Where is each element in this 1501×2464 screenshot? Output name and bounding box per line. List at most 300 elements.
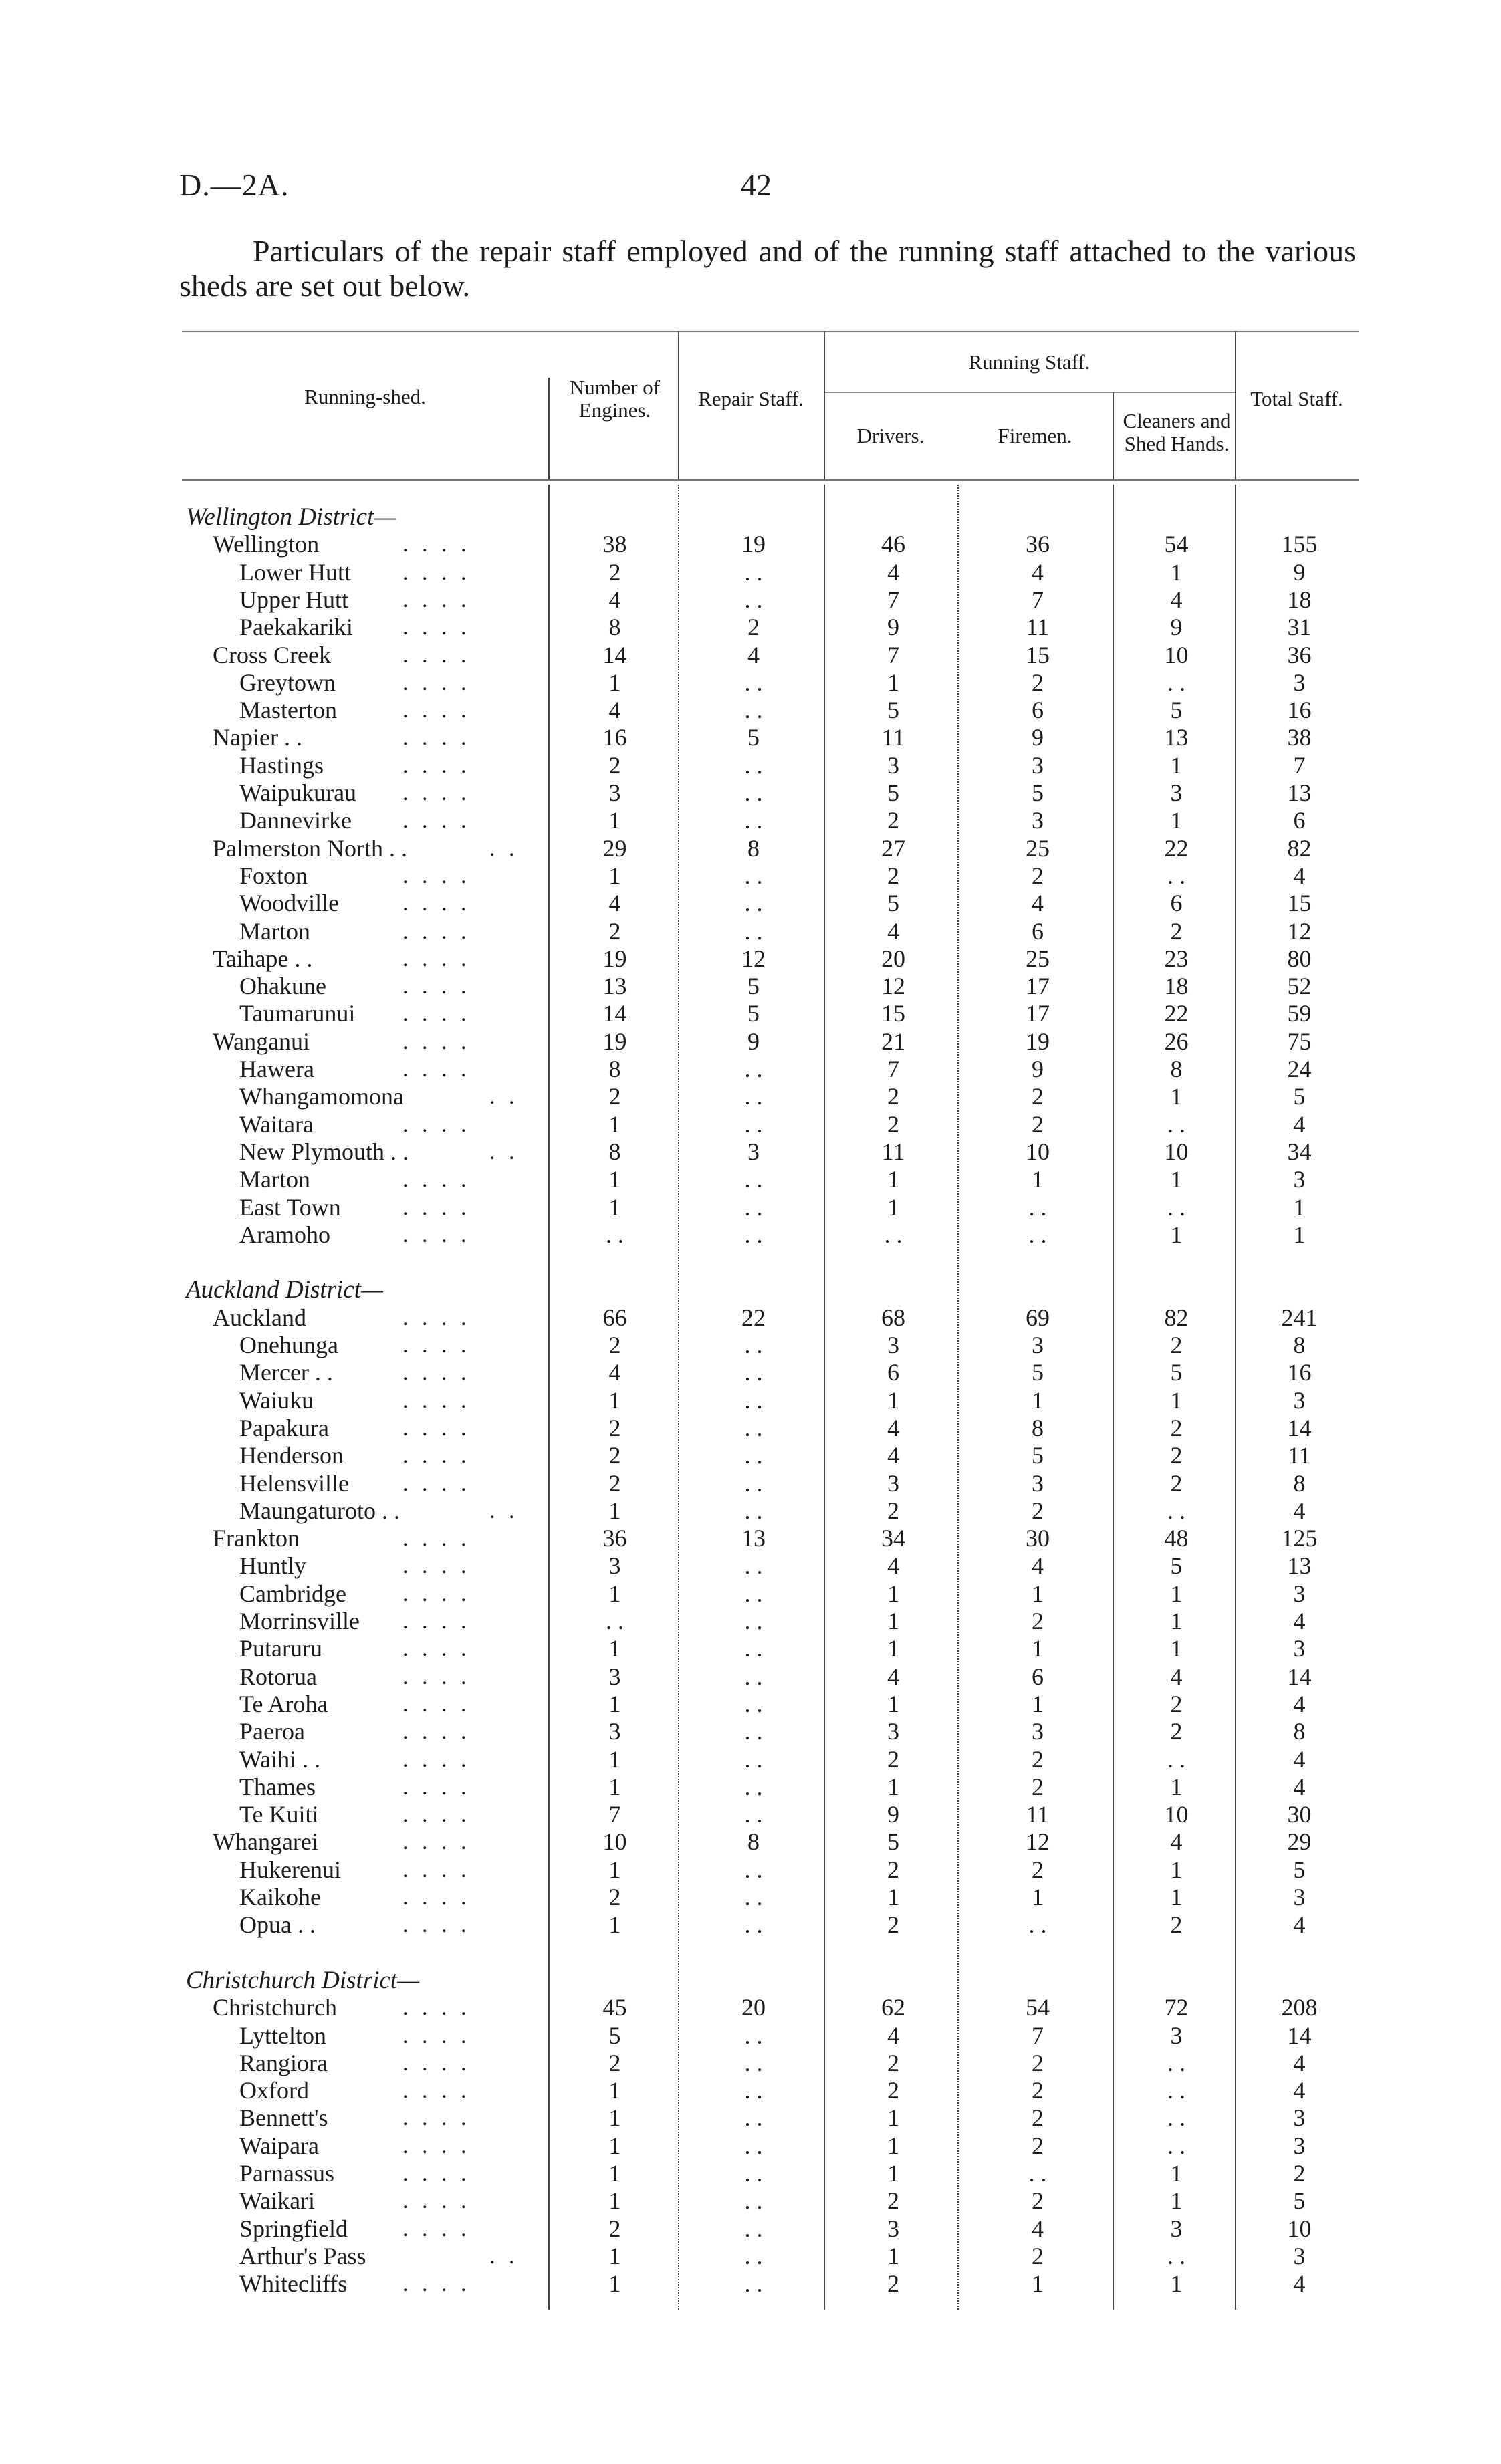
repair-cell: . . (744, 1884, 763, 1911)
engines-cell: 36 (602, 1525, 627, 1552)
cleaners-cell: 2 (1170, 1911, 1183, 1939)
table-row (182, 586, 1359, 614)
firemen-cell: 2 (1032, 1856, 1044, 1883)
table-row (182, 1166, 1359, 1193)
table-row (182, 1221, 1359, 1249)
table-row (182, 2160, 1359, 2187)
total-cell: 38 (1287, 724, 1312, 751)
shed-name: Te Aroha (239, 1690, 328, 1717)
shed-name: Arthur's Pass (239, 2242, 366, 2269)
table-row (182, 1138, 1359, 1166)
cleaners-cell: 10 (1164, 641, 1189, 668)
total-cell: 52 (1287, 973, 1312, 1000)
cleaners-cell: 2 (1170, 1718, 1183, 1745)
total-cell: 12 (1287, 917, 1312, 945)
cleaners-cell: 1 (1170, 1580, 1183, 1607)
table-row (182, 2215, 1359, 2243)
table-row (182, 2243, 1359, 2270)
drivers-cell: 34 (881, 1525, 905, 1552)
drivers-cell: 5 (887, 890, 899, 917)
drivers-cell: 1 (887, 2160, 899, 2187)
dot-leader: . . (489, 1498, 519, 1523)
firemen-cell: 15 (1026, 641, 1050, 668)
engines-cell: 4 (608, 697, 621, 724)
drivers-cell: 7 (887, 586, 899, 613)
shed-name: Opua . . (239, 1911, 316, 1939)
cleaners-cell: . . (1167, 1497, 1185, 1524)
firemen-cell: 3 (1032, 751, 1044, 779)
dot-leader: . . . . (402, 2133, 471, 2159)
engines-cell: 1 (608, 2270, 621, 2298)
running-staff-rule (824, 392, 1235, 393)
engines-cell: 19 (602, 1027, 627, 1055)
repair-cell: 5 (747, 1000, 760, 1027)
cleaners-cell: 2 (1170, 1442, 1183, 1469)
cleaners-cell: 1 (1170, 558, 1183, 586)
engines-cell: 2 (608, 751, 621, 779)
cleaners-cell: 1 (1170, 2187, 1183, 2215)
engines-cell: . . (606, 1221, 624, 1248)
table-row (182, 1801, 1359, 1828)
firemen-cell: . . (1028, 2160, 1047, 2187)
firemen-cell: 19 (1026, 1027, 1050, 1055)
drivers-cell: 1 (887, 1690, 899, 1717)
firemen-cell: 2 (1032, 1745, 1044, 1773)
repair-cell: . . (744, 862, 763, 889)
repair-cell: . . (744, 1193, 763, 1221)
repair-cell: 4 (747, 641, 760, 668)
header-drivers: Drivers. (856, 424, 925, 447)
dot-leader: . . . . (402, 532, 471, 558)
drivers-cell: 1 (887, 1193, 899, 1221)
drivers-cell: 1 (887, 1884, 899, 1911)
repair-cell: . . (744, 1221, 763, 1248)
shed-name: Waipukurau (239, 779, 357, 806)
shed-name: Masterton (239, 697, 337, 724)
cleaners-cell: . . (1167, 668, 1185, 696)
repair-cell: . . (744, 2187, 763, 2215)
engines-cell: 2 (608, 1884, 621, 1911)
table-row (182, 1663, 1359, 1691)
table-row (182, 2270, 1359, 2298)
shed-name: Wellington (213, 531, 320, 558)
dot-leader: . . . . (402, 560, 471, 585)
cleaners-cell: 72 (1164, 1994, 1189, 2021)
repair-cell: . . (744, 2077, 763, 2104)
shed-name: Dannevirke (239, 807, 352, 834)
firemen-cell: . . (1028, 1193, 1047, 1221)
repair-cell: . . (744, 1580, 763, 1607)
dot-leader: . . . . (402, 1443, 471, 1469)
dot-leader: . . . . (402, 725, 471, 751)
table-row (182, 1525, 1359, 1552)
cleaners-cell: . . (1167, 1745, 1185, 1773)
total-cell: 4 (1293, 2077, 1306, 2104)
engines-cell: 1 (608, 668, 621, 696)
dot-leader: . . . . (402, 1222, 471, 1247)
engines-cell: 2 (608, 1442, 621, 1469)
repair-cell: 2 (747, 614, 760, 641)
dot-leader: . . . . (402, 1913, 471, 1938)
firemen-cell: 54 (1026, 1994, 1050, 2021)
repair-cell: . . (744, 1662, 763, 1690)
cleaners-cell: . . (1167, 862, 1185, 889)
drivers-cell: 2 (887, 1856, 899, 1883)
cleaners-cell: 82 (1164, 1304, 1189, 1331)
dot-leader: . . (489, 836, 519, 861)
repair-cell: . . (744, 1690, 763, 1717)
firemen-cell: 11 (1026, 614, 1050, 641)
drivers-cell: 27 (881, 834, 905, 862)
repair-cell: . . (744, 2104, 763, 2132)
cleaners-cell: 13 (1164, 724, 1189, 751)
firemen-cell: . . (1028, 1911, 1047, 1939)
shed-name: Taumarunui (239, 1000, 356, 1027)
engines-cell: 1 (608, 1690, 621, 1717)
total-cell: 4 (1293, 1110, 1306, 1138)
cleaners-cell: 23 (1164, 945, 1189, 972)
shed-name: Helensville (239, 1469, 349, 1497)
repair-cell: . . (744, 1497, 763, 1524)
repair-cell: 5 (747, 973, 760, 1000)
engines-cell: 14 (602, 1000, 627, 1027)
intro-paragraph: Particulars of the repair staff employed and of the running staff attached to the various sheds are set out below. (179, 234, 1356, 303)
engines-cell: 4 (608, 1359, 621, 1386)
firemen-cell: 2 (1032, 2132, 1044, 2159)
shed-name: Hukerenui (239, 1856, 341, 1883)
engines-cell: 3 (608, 1662, 621, 1690)
drivers-cell: 2 (887, 1911, 899, 1939)
header-divider (1113, 392, 1114, 479)
engines-cell: 1 (608, 2132, 621, 2159)
cleaners-cell: 3 (1170, 2215, 1183, 2242)
table-row (182, 531, 1359, 558)
drivers-cell: 1 (887, 2242, 899, 2269)
repair-cell: . . (744, 697, 763, 724)
drivers-cell: 5 (887, 1828, 899, 1856)
table-row (182, 1387, 1359, 1414)
drivers-cell: 1 (887, 2104, 899, 2132)
dot-leader: . . . . (402, 2271, 471, 2297)
repair-cell: 8 (747, 1828, 760, 1856)
table-row (182, 1332, 1359, 1359)
repair-cell: . . (744, 2021, 763, 2049)
engines-cell: 3 (608, 779, 621, 806)
table-row (182, 752, 1359, 779)
total-cell: 8 (1293, 1332, 1306, 1358)
table-row (182, 1111, 1359, 1138)
engines-cell: 2 (608, 558, 621, 586)
dot-leader: . . . . (402, 1719, 471, 1745)
shed-name: Lyttelton (239, 2021, 326, 2049)
drivers-cell: 2 (887, 807, 899, 834)
engines-cell: 2 (608, 1414, 621, 1441)
table-row (182, 697, 1359, 724)
firemen-cell: 1 (1032, 1580, 1044, 1607)
engines-cell: 45 (602, 1994, 627, 2021)
shed-name: Greytown (239, 668, 336, 696)
cleaners-cell: 9 (1170, 614, 1183, 641)
cleaners-cell: 48 (1164, 1525, 1189, 1552)
cleaners-cell: 54 (1164, 531, 1189, 558)
drivers-cell: 6 (887, 1359, 899, 1386)
shed-name: Putaruru (239, 1635, 322, 1662)
shed-name: Whitecliffs (239, 2270, 348, 2298)
firemen-cell: 30 (1026, 1525, 1050, 1552)
drivers-cell: 5 (887, 779, 899, 806)
engines-cell: 1 (608, 2160, 621, 2187)
engines-cell: 2 (608, 917, 621, 945)
dot-leader: . . . . (402, 1554, 471, 1579)
firemen-cell: 2 (1032, 1497, 1044, 1524)
repair-cell: . . (744, 1552, 763, 1580)
total-cell: 7 (1293, 751, 1306, 779)
engines-cell: 19 (602, 945, 627, 972)
shed-name: Woodville (239, 890, 340, 917)
firemen-cell: 10 (1026, 1138, 1050, 1165)
cleaners-cell: 4 (1170, 1828, 1183, 1856)
table-row (182, 779, 1359, 807)
total-cell: 14 (1287, 1414, 1312, 1441)
dot-leader: . . . . (402, 1001, 471, 1027)
shed-name: Parnassus (239, 2160, 334, 2187)
dot-leader: . . . . (402, 2189, 471, 2214)
firemen-cell: 4 (1032, 558, 1044, 586)
table-row (182, 1911, 1359, 1939)
dot-leader: . . . . (402, 615, 471, 640)
engines-cell: 38 (602, 531, 627, 558)
drivers-cell: 7 (887, 1056, 899, 1082)
district-heading (182, 503, 1359, 531)
total-cell: 6 (1293, 807, 1306, 834)
cleaners-cell: . . (1167, 2104, 1185, 2132)
total-cell: 10 (1287, 2215, 1312, 2242)
dot-leader: . . . . (402, 1029, 471, 1054)
repair-cell: . . (744, 751, 763, 779)
firemen-cell: 3 (1032, 1469, 1044, 1497)
drivers-cell: 12 (881, 973, 905, 1000)
total-cell: 14 (1287, 1662, 1312, 1690)
cleaners-cell: 5 (1170, 1552, 1183, 1580)
cleaners-cell: 1 (1170, 1221, 1183, 1248)
firemen-cell: 36 (1026, 531, 1050, 558)
drivers-cell: 3 (887, 1469, 899, 1497)
table-row (182, 945, 1359, 973)
engines-cell: 8 (608, 1056, 621, 1082)
total-cell: 3 (1293, 1386, 1306, 1414)
engines-cell: 2 (608, 1083, 621, 1110)
firemen-cell: 1 (1032, 1635, 1044, 1662)
cleaners-cell: . . (1167, 2242, 1185, 2269)
shed-name: Rangiora (239, 2049, 328, 2076)
total-cell: 208 (1281, 1994, 1318, 2021)
dot-leader: . . . . (402, 1581, 471, 1606)
engines-cell: 5 (608, 2021, 621, 2049)
total-cell: 16 (1287, 697, 1312, 724)
firemen-cell: 69 (1026, 1304, 1050, 1331)
cleaners-cell: 5 (1170, 1359, 1183, 1386)
dot-leader: . . . . (402, 1305, 471, 1330)
firemen-cell: 5 (1032, 779, 1044, 806)
shed-name: Waiuku (239, 1386, 314, 1414)
shed-name: Hastings (239, 751, 324, 779)
header-running-shed: Running-shed. (304, 385, 426, 408)
total-cell: 14 (1287, 2021, 1312, 2049)
repair-cell: . . (744, 558, 763, 586)
drivers-cell: 4 (887, 2021, 899, 2049)
header-engines: Number of Engines. (569, 376, 661, 422)
total-cell: 4 (1293, 1608, 1306, 1634)
dot-leader: . . . . (402, 1388, 471, 1413)
cleaners-cell: 1 (1170, 1083, 1183, 1110)
engines-cell: 1 (608, 1635, 621, 1662)
drivers-cell: 2 (887, 862, 899, 889)
dot-leader: . . . . (402, 1636, 471, 1662)
shed-name: Upper Hutt (239, 586, 348, 613)
drivers-cell: 9 (887, 614, 899, 641)
header-divider (548, 378, 550, 479)
repair-cell: . . (744, 2160, 763, 2187)
total-cell: 3 (1293, 2104, 1306, 2132)
shed-name: Christchurch (213, 1994, 337, 2021)
dot-leader: . . . . (402, 2023, 471, 2048)
shed-name: Kaikohe (239, 1884, 321, 1911)
dot-leader: . . . . (402, 1112, 471, 1137)
shed-name: Te Kuiti (239, 1801, 319, 1828)
cleaners-cell: 6 (1170, 890, 1183, 917)
total-cell: 13 (1287, 779, 1312, 806)
spacer-row (182, 1939, 1359, 1967)
table-row (182, 669, 1359, 697)
engines-cell: 8 (608, 1138, 621, 1165)
firemen-cell: 1 (1032, 1690, 1044, 1717)
repair-cell: . . (744, 2270, 763, 2298)
dot-leader: . . . . (402, 587, 471, 612)
shed-name: Huntly (239, 1552, 307, 1580)
drivers-cell: 3 (887, 751, 899, 779)
repair-cell: . . (744, 807, 763, 834)
drivers-cell: 2 (887, 2187, 899, 2215)
table-row (182, 1691, 1359, 1718)
firemen-cell: 4 (1032, 2215, 1044, 2242)
shed-name: Mercer . . (239, 1359, 333, 1386)
cleaners-cell: . . (1167, 1110, 1185, 1138)
firemen-cell: 5 (1032, 1442, 1044, 1469)
firemen-cell: 2 (1032, 2187, 1044, 2215)
firemen-cell: 7 (1032, 586, 1044, 613)
firemen-cell: 2 (1032, 2077, 1044, 2104)
table-top-rule (182, 331, 1359, 332)
shed-name: East Town (239, 1193, 341, 1221)
firemen-cell: 12 (1026, 1828, 1050, 1856)
drivers-cell: 4 (887, 1552, 899, 1580)
drivers-cell: 2 (887, 2049, 899, 2076)
table-row (182, 2104, 1359, 2132)
shed-name: Henderson (239, 1442, 344, 1469)
engines-cell: 1 (608, 2077, 621, 2104)
repair-cell: 12 (741, 945, 766, 972)
repair-cell: . . (744, 1745, 763, 1773)
shed-name: Springfield (239, 2215, 348, 2242)
table-row (182, 835, 1359, 862)
drivers-cell: 1 (887, 1386, 899, 1414)
total-cell: 59 (1287, 1000, 1312, 1027)
engines-cell: 16 (602, 724, 627, 751)
drivers-cell: 11 (881, 1138, 905, 1165)
engines-cell: 1 (608, 2104, 621, 2132)
total-cell: 2 (1293, 2160, 1306, 2187)
drivers-cell: 20 (881, 945, 905, 972)
cleaners-cell: . . (1167, 1193, 1185, 1221)
table-row (182, 2050, 1359, 2077)
district-name: Christchurch District— (186, 1966, 420, 1994)
repair-cell: . . (744, 1911, 763, 1939)
engines-cell: 1 (608, 1193, 621, 1221)
page-number: 42 (741, 168, 772, 202)
repair-cell: 20 (741, 1994, 766, 2021)
repair-cell: . . (744, 2132, 763, 2159)
repair-cell: . . (744, 917, 763, 945)
repair-cell: . . (744, 1414, 763, 1441)
drivers-cell: 2 (887, 2077, 899, 2104)
firemen-cell: 6 (1032, 697, 1044, 724)
table-row (182, 1304, 1359, 1332)
spacer-row (182, 1249, 1359, 1276)
table-row (182, 1580, 1359, 1608)
total-cell: 3 (1293, 1580, 1306, 1607)
total-cell: 3 (1293, 1166, 1306, 1193)
dot-leader: . . . . (402, 2078, 471, 2104)
dot-leader: . . . . (402, 918, 471, 944)
dot-leader: . . . . (402, 1360, 471, 1386)
total-cell: 8 (1293, 1469, 1306, 1497)
total-cell: 4 (1293, 1773, 1306, 1800)
repair-cell: . . (744, 1359, 763, 1386)
table-row (182, 1470, 1359, 1497)
shed-name: Cambridge (239, 1580, 346, 1607)
drivers-cell: 3 (887, 2215, 899, 2242)
engines-cell: 3 (608, 1718, 621, 1745)
shed-name: Foxton (239, 862, 308, 889)
drivers-cell: 11 (881, 724, 905, 751)
total-cell: 1 (1293, 1193, 1306, 1221)
dot-leader: . . . . (402, 2216, 471, 2241)
engines-cell: 4 (608, 890, 621, 917)
table-row (182, 1552, 1359, 1580)
drivers-cell: 4 (887, 1442, 899, 1469)
shed-name: Wanganui (213, 1027, 310, 1055)
dot-leader: . . . . (402, 670, 471, 695)
dot-leader: . . . . (402, 781, 471, 806)
shed-name: Palmerston North . . (213, 834, 407, 862)
cleaners-cell: 1 (1170, 751, 1183, 779)
repair-cell: . . (744, 1386, 763, 1414)
drivers-cell: 1 (887, 1580, 899, 1607)
engines-cell: 1 (608, 862, 621, 889)
total-cell: 80 (1287, 945, 1312, 972)
dot-leader: . . . . (402, 1057, 471, 1082)
cleaners-cell: 10 (1164, 1138, 1189, 1165)
dot-leader: . . . . (402, 1885, 471, 1910)
total-cell: 82 (1287, 834, 1312, 862)
repair-cell: . . (744, 586, 763, 613)
engines-cell: 4 (608, 586, 621, 613)
total-cell: 8 (1293, 1718, 1306, 1745)
total-cell: 13 (1287, 1552, 1312, 1580)
dot-leader: . . . . (402, 1195, 471, 1220)
table-row (182, 1635, 1359, 1662)
document-reference: D.—2A. (179, 168, 290, 202)
